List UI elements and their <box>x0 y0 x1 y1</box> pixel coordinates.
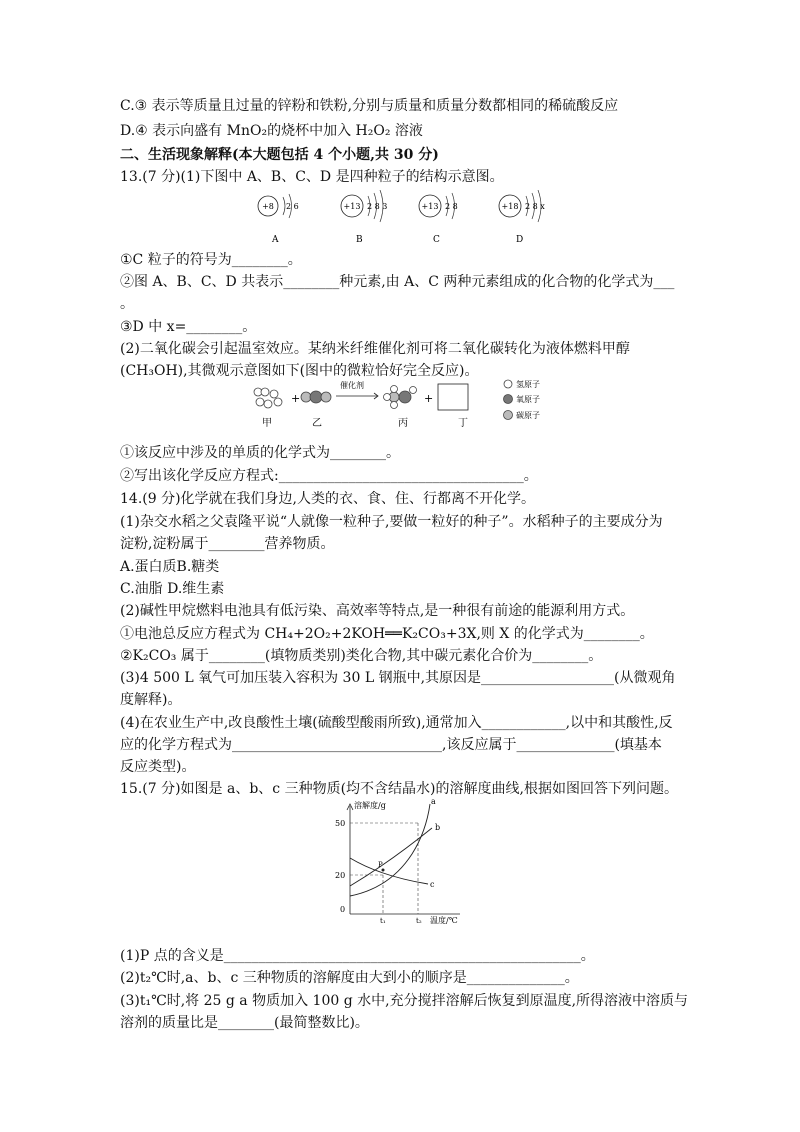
line-d-option: D.④ 表示向盛有 MnO₂的烧杯中加入 H₂O₂ 溶液 <box>120 123 423 139</box>
particle-b-nucleus: +13 <box>343 202 361 211</box>
q14-1-stem: (1)杂交水稻之父袁隆平说“人就像一粒种子,要做一粒好的种子”。水稻种子的主要成分为 <box>120 514 663 530</box>
particle-c <box>419 193 458 245</box>
q14-4-cont: 应的化学方程式为______________________________,该反应属于______________(填基本 <box>120 737 662 753</box>
q13-2-2: ②写出该化学反应方程式:___________________________________。 <box>120 468 538 484</box>
product-1-molecule <box>384 386 417 409</box>
particle-b-label: B <box>356 235 363 245</box>
q14-1-options-ab: A.蛋白质B.糖类 <box>120 559 220 575</box>
plus-sign-2: + <box>424 392 434 405</box>
q14-4: (4)在农业生产中,改良酸性土壤(硫酸型酸雨所致),通常加入____________,以中和其酸性,反 <box>120 715 673 731</box>
y-tick-20: 20 <box>335 871 346 880</box>
q14-2-2: ②K₂CO₃ 属于________(填物质类别)类化合物,其中碳元素化合价为________。 <box>120 648 603 664</box>
particle-c-shells: 2 8 <box>445 202 458 211</box>
legend-carbon: 碳原子 <box>516 411 540 420</box>
plus-sign: + <box>291 392 301 405</box>
curve-c <box>350 858 428 884</box>
q14-4-cont-2: 反应类型)。 <box>120 759 196 775</box>
q15-1: (1)P 点的含义是___________________________________________________。 <box>120 948 595 964</box>
q13-2-stem-cont: (CH₃OH),其微观示意图如下(图中的微粒恰好完全反应)。 <box>120 363 479 379</box>
product-1-label: 丙 <box>398 418 408 429</box>
q14-3: (3)4 500 L 氧气可加压装入容积为 30 L 钢瓶中,其原因是___________________(从微观角 <box>120 670 676 686</box>
solubility-curve-chart <box>330 796 480 926</box>
particle-c-label: C <box>433 235 440 245</box>
q13-1-2-cont: 。 <box>120 296 134 312</box>
reactant-2-label: 乙 <box>312 418 322 429</box>
q13-2-1: ①该反应中涉及的单质的化学式为________。 <box>120 445 400 461</box>
particle-d-label: D <box>516 235 524 245</box>
x-axis-label: 温度/℃ <box>430 916 458 925</box>
q14-1-stem-cont: 淀粉,淀粉属于________营养物质。 <box>120 536 335 552</box>
particle-b <box>341 190 387 245</box>
legend-hydrogen: 氢原子 <box>516 380 540 389</box>
particle-a <box>258 194 299 245</box>
curve-c-label: c <box>430 880 435 889</box>
reaction-diagram <box>248 378 578 430</box>
particle-a-label: A <box>272 235 279 245</box>
particle-b-shells: 2 8 3 <box>367 202 388 211</box>
line-c-option: C.③ 表示等质量且过量的锌粉和铁粉,分别与质量和质量分数都相同的稀硫酸反应 <box>120 98 619 114</box>
product-2-label: 丁 <box>458 418 468 429</box>
y-axis-label: 溶解度/g <box>354 801 386 810</box>
particle-a-nucleus: +8 <box>262 202 274 211</box>
q14-2-stem: (2)碱性甲烷燃料电池具有低污染、高效率等特点,是一种很有前途的能源利用方式。 <box>120 603 635 619</box>
origin-label: 0 <box>340 905 346 914</box>
q15-3: (3)t₁℃时,将 25 g a 物质加入 100 g 水中,充分搅拌溶解后恢复到原温度,所得溶液中溶质与 <box>120 993 689 1009</box>
q13-1-1: ①C 粒子的符号为________。 <box>120 252 302 268</box>
product-2-box <box>438 384 468 410</box>
particle-a-shells: 2 6 <box>286 202 299 211</box>
q14-2-1: ①电池总反应方程式为 CH₄+2O₂+2KOH══K₂CO₃+3X,则 X 的化学式为________。 <box>120 626 654 642</box>
q15-2: (2)t₂℃时,a、b、c 三种物质的溶解度由大到小的顺序是______________。 <box>120 970 579 986</box>
particle-d-shells: 2 8 x <box>525 202 545 211</box>
q15-3-cont: 溶剂的质量比是________(最简整数比)。 <box>120 1015 369 1031</box>
q13-stem: 13.(7 分)(1)下图中 A、B、C、D 是四种粒子的结构示意图。 <box>120 169 504 185</box>
q15-stem: 15.(7 分)如图是 a、b、c 三种物质(均不含结晶水)的溶解度曲线,根据如图回答下列问题。 <box>120 781 678 797</box>
section-heading: 二、生活现象解释(本大题包括 4 个小题,共 30 分) <box>120 147 439 163</box>
legend-oxygen: 氧原子 <box>516 395 540 404</box>
particle-d <box>499 190 545 245</box>
q13-1-3: ③D 中 x=________。 <box>120 319 257 335</box>
y-tick-50: 50 <box>335 819 346 828</box>
atom-legend <box>504 379 541 420</box>
particle-structure-diagrams <box>250 190 560 250</box>
reactant-2-molecule <box>301 391 331 403</box>
q14-stem: 14.(9 分)化学就在我们身边,人类的衣、食、住、行都离不开化学。 <box>120 491 535 507</box>
curve-b-label: b <box>435 823 441 832</box>
q14-3-cont: 度解释)。 <box>120 692 182 708</box>
reactant-1-molecules <box>254 388 282 408</box>
x-tick-t2: t₂ <box>416 917 422 925</box>
q13-2-stem: (2)二氧化碳会引起温室效应。某纳米纤维催化剂可将二氧化碳转化为液体燃料甲醇 <box>120 341 630 357</box>
catalyst-label: 催化剂 <box>340 381 364 390</box>
point-p-label: P <box>378 861 383 869</box>
particle-d-nucleus: +18 <box>501 202 519 211</box>
curve-a-label: a <box>431 797 436 806</box>
particle-c-nucleus: +13 <box>421 202 439 211</box>
q14-1-options-cd: C.油脂 D.维生素 <box>120 581 225 597</box>
reactant-1-label: 甲 <box>262 418 272 429</box>
x-tick-t1: t₁ <box>380 917 386 925</box>
q13-1-2: ②图 A、B、C、D 共表示________种元素,由 A、C 两种元素组成的化合物的化学式为___ <box>120 274 675 290</box>
